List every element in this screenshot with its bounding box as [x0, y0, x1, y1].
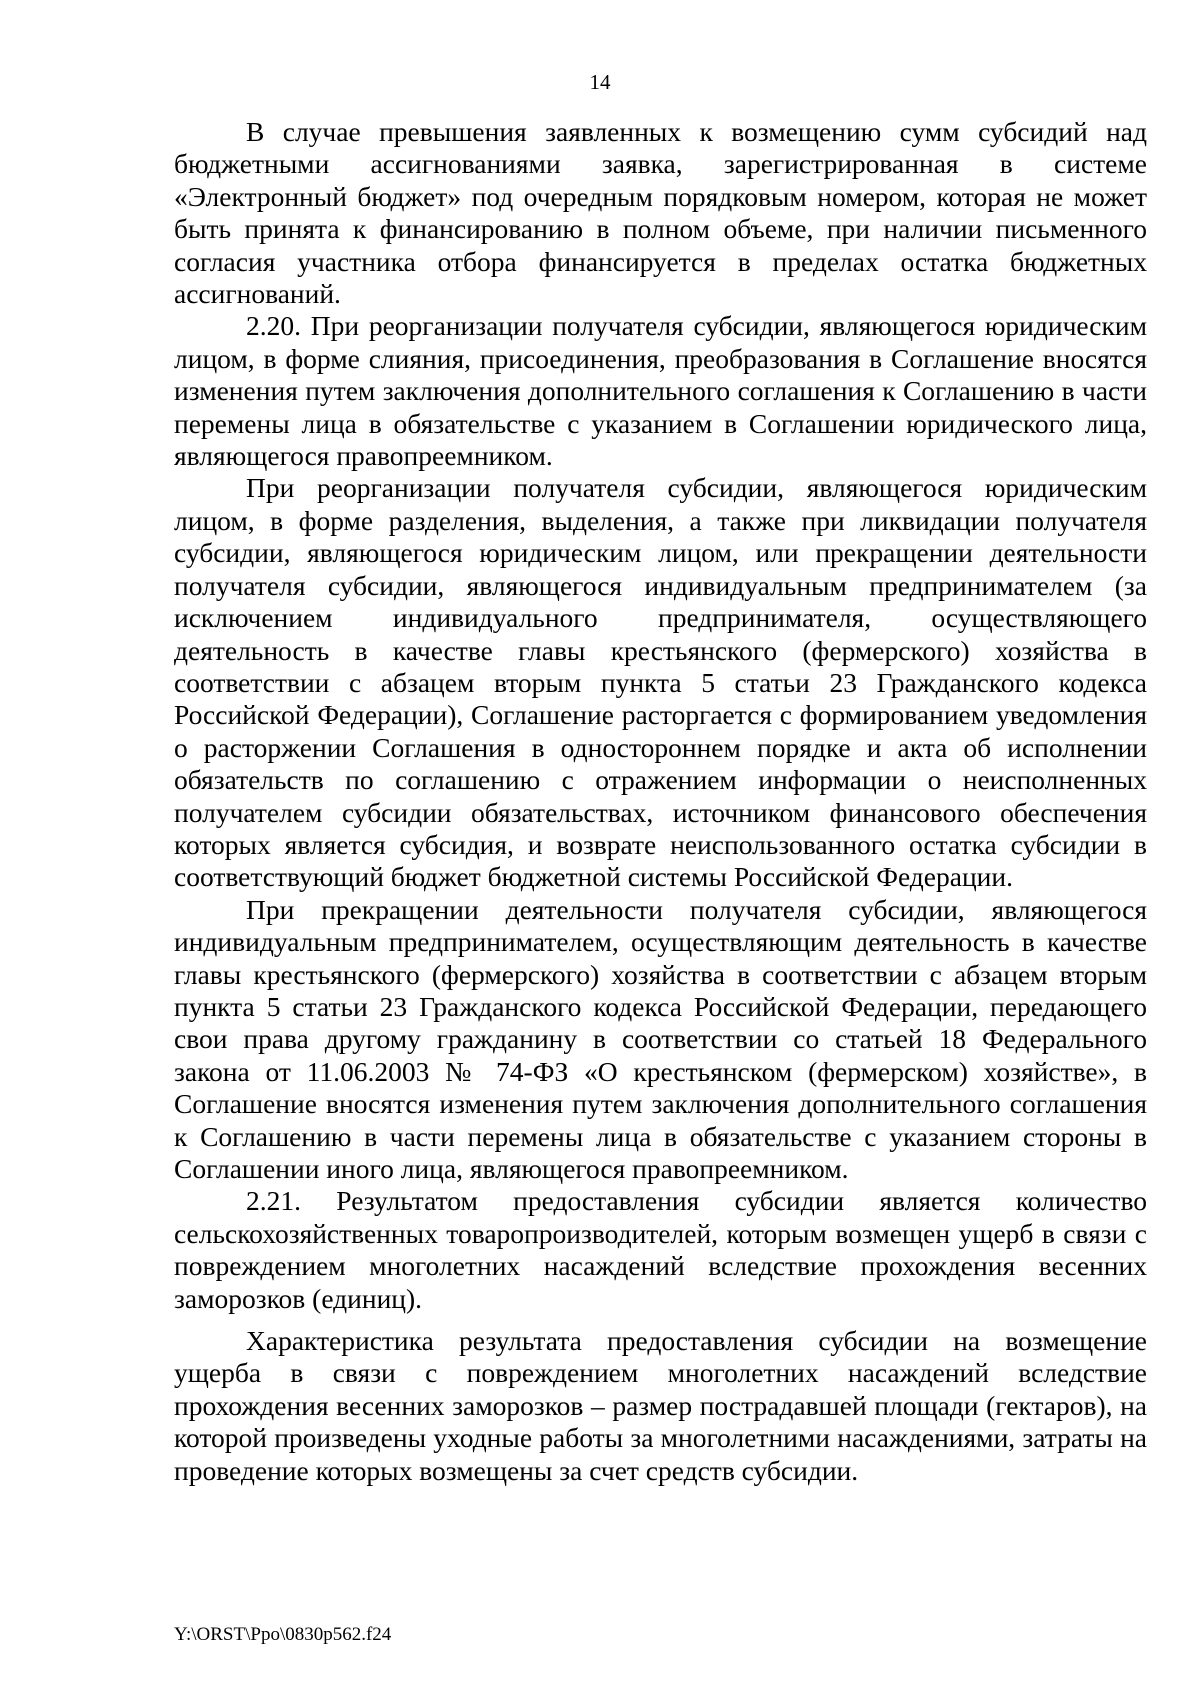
footer-file-path: Y:\ORST\Ppo\0830p562.f24: [174, 1624, 392, 1645]
document-body: [174, 116, 1147, 1487]
paragraph-liquidation: При реорганизации получателя субсидии, являющегося юридическим лицом, в форме разделения, выделения, а также при ликвидации получателя субсидии, являющегося юридическим лицом, или прекращении деятельности получателя субсидии, являющегося индивидуальным предпринимателем (за исключением индивидуального предпринимателя, осуществляющего деятельность в качестве главы крестьянского (фермерского) хозяйства в соответствии с абзацем вторым пункта 5 статьи 23 Гражданского кодекса Российской Федерации), Соглашение расторгается с формированием уведомления о расторжении Соглашения в одностороннем порядке и акта об исполнении обязательств по соглашению с отражением информации о неисполненных получателем субсидии обязательствах, источником финансового обеспечения которых является субсидия, и возврате неиспользованного остатка субсидии в соответствующий бюджет бюджетной системы Российской Федерации.: [174, 472, 1147, 893]
paragraph-2-20-reorganization: 2.20. При реорганизации получателя субсидии, являющегося юридическим лицом, в форме слияния, присоединения, преобразования в Соглашение вносятся изменения путем заключения дополнительного соглашения к Соглашению в части перемены лица в обязательстве с указанием в Соглашении юридического лица, являющегося правопреемником.: [174, 310, 1147, 472]
paragraph-budget-excess: В случае превышения заявленных к возмещению сумм субсидий над бюджетными ассигнованиями заявка, зарегистрированная в системе «Электронный бюджет» под очередным порядковым номером, которая не может быть принята к финансированию в полном объеме, при наличии письменного согласия участника отбора финансируется в пределах остатка бюджетных ассигнований.: [174, 116, 1147, 310]
paragraph-2-21-result: 2.21. Результатом предоставления субсидии является количество сельскохозяйственных товаропроизводителей, которым возмещен ущерб в связи с повреждением многолетних насаждений вследствие прохождения весенних заморозков (единиц).: [174, 1185, 1147, 1314]
paragraph-termination-entrepreneur: При прекращении деятельности получателя субсидии, являющегося индивидуальным предпринимателем, осуществляющим деятельность в качестве главы крестьянского (фермерского) хозяйства в соответствии с абзацем вторым пункта 5 статьи 23 Гражданского кодекса Российской Федерации, передающего свои права другому гражданину в соответствии со статьей 18 Федерального закона от 11.06.2003 № 74-ФЗ «О крестьянском (фермерском) хозяйстве», в Соглашение вносятся изменения путем заключения дополнительного соглашения к Соглашению в части перемены лица в обязательстве с указанием стороны в Соглашении иного лица, являющегося правопреемником.: [174, 893, 1147, 1184]
paragraph-result-characteristic: Характеристика результата предоставления субсидии на возмещение ущерба в связи с повреждением многолетних насаждений вследствие прохождения весенних заморозков – размер пострадавшей площади (гектаров), на которой произведены уходные работы за многолетними насаждениями, затраты на проведение которых возмещены за счет средств субсидии.: [174, 1325, 1147, 1486]
page-number: 14: [589, 70, 611, 94]
